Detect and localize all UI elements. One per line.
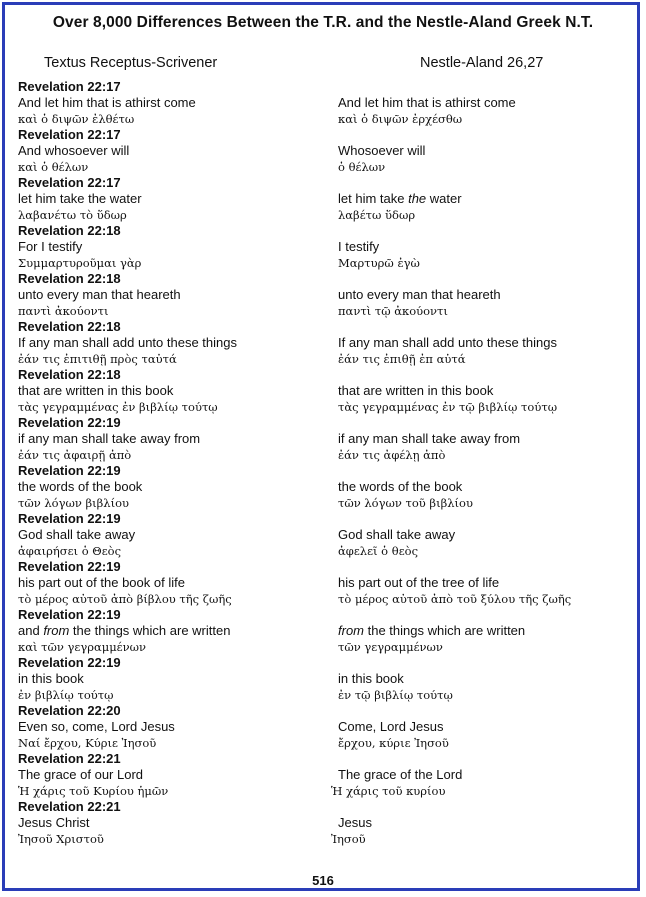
verse-entry xyxy=(0,751,646,799)
tr-english xyxy=(18,239,82,255)
tr-english xyxy=(18,479,142,495)
verse-entry xyxy=(0,367,646,415)
na-greek: καὶ ὁ διψῶν ἐρχέσθω xyxy=(338,112,463,126)
na-english xyxy=(338,815,372,831)
verse-reference: Revelation 22:19 xyxy=(18,559,121,574)
verse-reference: Revelation 22:17 xyxy=(18,175,121,190)
tr-english xyxy=(18,815,90,831)
tr-english xyxy=(18,767,143,783)
verse-reference: Revelation 22:19 xyxy=(18,415,121,430)
na-english xyxy=(338,191,462,207)
tr-greek: τὸ μέρος αὐτοῦ ἀπὸ βίβλου τῆς ζωῆς xyxy=(18,592,232,606)
na-greek: ὁ θέλων xyxy=(338,160,386,174)
text-run: and xyxy=(18,623,44,638)
verse-entry xyxy=(0,319,646,367)
na-english xyxy=(338,671,404,687)
tr-greek: καὶ ὁ διψῶν ἐλθέτω xyxy=(18,112,135,126)
verse-reference: Revelation 22:18 xyxy=(18,319,121,334)
verse-entry xyxy=(0,175,646,223)
verse-reference: Revelation 22:20 xyxy=(18,703,121,718)
na-greek: τὸ μέρος αὐτοῦ ἀπὸ τοῦ ξύλου τῆς ζωῆς xyxy=(338,592,572,606)
text-run: God shall take away xyxy=(338,527,456,542)
page-title: Over 8,000 Differences Between the T.R. and the Nestle-Aland Greek N.T. xyxy=(52,14,594,31)
verse-reference: Revelation 22:18 xyxy=(18,223,121,238)
verse-entry xyxy=(0,415,646,463)
verse-entry xyxy=(0,223,646,271)
na-greek: τῶν λόγων τοῦ βιβλίου xyxy=(338,496,473,510)
verse-reference: Revelation 22:21 xyxy=(18,751,121,766)
tr-greek: καὶ τῶν γεγραμμένων xyxy=(18,640,146,654)
na-english xyxy=(338,479,462,495)
na-english xyxy=(338,287,501,303)
text-run: the things which are written xyxy=(364,623,526,638)
na-english xyxy=(338,95,516,111)
tr-english xyxy=(18,335,237,351)
tr-greek: ἀφαιρήσει ὁ Θεὸς xyxy=(18,544,122,558)
text-run: unto every man that heareth xyxy=(18,287,181,302)
na-greek: ἐν τῷ βιβλίῳ τούτῳ xyxy=(338,688,453,702)
na-greek: παντὶ τῷ ἀκούοντι xyxy=(338,304,448,318)
text-run: Even so, come, Lord Jesus xyxy=(18,719,175,734)
verse-entry xyxy=(0,511,646,559)
na-greek: ἔρχου, κύριε Ἰησοῦ xyxy=(338,736,449,750)
tr-greek: τὰς γεγραμμένας ἐν βιβλίῳ τούτῳ xyxy=(18,400,218,414)
tr-english xyxy=(18,143,129,159)
verse-reference: Revelation 22:19 xyxy=(18,607,121,622)
verse-entry xyxy=(0,79,646,127)
verse-reference: Revelation 22:19 xyxy=(18,655,121,670)
text-run: in this book xyxy=(18,671,84,686)
text-run: God shall take away xyxy=(18,527,136,542)
page-number: 516 xyxy=(312,873,334,888)
text-run: And let him that is athirst come xyxy=(338,95,516,110)
verse-entry xyxy=(0,703,646,751)
column-header-textus-receptus: Textus Receptus-Scrivener xyxy=(44,55,218,71)
tr-english xyxy=(18,383,173,399)
na-english xyxy=(338,527,455,543)
comparison-list xyxy=(0,79,646,847)
tr-english xyxy=(18,431,200,447)
na-greek: Μαρτυρῶ ἐγὼ xyxy=(338,256,420,270)
tr-greek: ἐάν τις ἀφαιρῇ ἀπὸ xyxy=(18,448,132,462)
tr-greek: Ἰησοῦ Χριστοῦ xyxy=(18,832,104,846)
text-run: If any man shall add unto these things xyxy=(18,335,237,350)
tr-english xyxy=(18,719,175,735)
text-run: let him take the water xyxy=(18,191,142,206)
verse-entry xyxy=(0,655,646,703)
na-english xyxy=(338,767,462,783)
text-run: Whosoever will xyxy=(338,143,426,158)
verse-reference: Revelation 22:18 xyxy=(18,367,121,382)
na-english xyxy=(338,143,425,159)
verse-reference: Revelation 22:19 xyxy=(18,463,121,478)
verse-reference: Revelation 22:19 xyxy=(18,511,121,526)
tr-english xyxy=(18,623,230,639)
na-english xyxy=(338,239,379,255)
verse-entry xyxy=(0,127,646,175)
text-run: unto every man that heareth xyxy=(338,287,501,302)
text-run: the words of the book xyxy=(338,479,463,494)
text-run: water xyxy=(426,191,462,206)
column-header-nestle-aland: Nestle-Aland 26,27 xyxy=(420,55,544,71)
text-run: that are written in this book xyxy=(18,383,174,398)
tr-english xyxy=(18,671,84,687)
text-run: The grace of the Lord xyxy=(338,767,463,782)
italic-word: from xyxy=(43,623,70,638)
na-greek: τῶν γεγραμμένων xyxy=(338,640,443,654)
text-run: The grace of our Lord xyxy=(18,767,144,782)
italic-word: from xyxy=(338,623,364,638)
text-run: Come, Lord Jesus xyxy=(338,719,444,734)
na-english xyxy=(338,623,525,639)
tr-greek: Ναί ἔρχου, Κύριε Ἰησοῦ xyxy=(18,736,157,750)
na-greek: τὰς γεγραμμένας ἐν τῷ βιβλίῳ τούτῳ xyxy=(338,400,558,414)
text-run: If any man shall add unto these things xyxy=(338,335,557,350)
verse-entry xyxy=(0,463,646,511)
text-run: Jesus Christ xyxy=(18,815,90,830)
text-run: And let him that is athirst come xyxy=(18,95,196,110)
tr-english xyxy=(18,191,142,207)
text-run: the words of the book xyxy=(18,479,143,494)
tr-english xyxy=(18,527,135,543)
text-run: For I testify xyxy=(18,239,83,254)
na-english xyxy=(338,335,557,351)
tr-greek: παντὶ ἀκούοντι xyxy=(18,304,109,318)
verse-entry xyxy=(0,559,646,607)
text-run: in this book xyxy=(338,671,404,686)
italic-word: the xyxy=(408,191,427,206)
na-greek: ἐάν τις ἀφέλῃ ἀπὸ xyxy=(338,448,446,462)
na-english xyxy=(338,383,493,399)
na-greek: Ἡ χάρις τοῦ κυρίου xyxy=(331,784,446,798)
text-run: if any man shall take away from xyxy=(338,431,521,446)
tr-greek: λαβανέτω τὸ ὕδωρ xyxy=(18,208,127,222)
na-english xyxy=(338,719,444,735)
verse-entry xyxy=(0,799,646,847)
na-english xyxy=(338,575,499,591)
text-run: his part out of the book of life xyxy=(18,575,185,590)
text-run: the things which are written xyxy=(69,623,231,638)
text-run: that are written in this book xyxy=(338,383,494,398)
tr-english xyxy=(18,95,196,111)
tr-english xyxy=(18,287,181,303)
verse-reference: Revelation 22:17 xyxy=(18,127,121,142)
na-greek: ἐάν τις ἐπιθῇ ἐπ αὐτά xyxy=(338,352,466,366)
verse-entry xyxy=(0,271,646,319)
text-run: Jesus xyxy=(338,815,372,830)
tr-greek: καὶ ὁ θέλων xyxy=(18,160,89,174)
tr-greek: Συμμαρτυροῦμαι γὰρ xyxy=(18,256,142,270)
verse-entry xyxy=(0,607,646,655)
text-run: I testify xyxy=(338,239,380,254)
na-english xyxy=(338,431,520,447)
tr-greek: τῶν λόγων βιβλίου xyxy=(18,496,130,510)
tr-greek: ἐν βιβλίῳ τούτῳ xyxy=(18,688,114,702)
na-greek: Ἰησοῦ xyxy=(331,832,366,846)
tr-english xyxy=(18,575,185,591)
verse-reference: Revelation 22:18 xyxy=(18,271,121,286)
text-run: let him take xyxy=(338,191,409,206)
na-greek: ἀφελεῖ ὁ θεὸς xyxy=(338,544,419,558)
na-greek: λαβέτω ὕδωρ xyxy=(338,208,416,222)
text-run: And whosoever will xyxy=(18,143,130,158)
tr-greek: ἐάν τις ἐπιτιθῇ πρὸς ταὐτά xyxy=(18,352,177,366)
verse-reference: Revelation 22:17 xyxy=(18,79,121,94)
verse-reference: Revelation 22:21 xyxy=(18,799,121,814)
text-run: if any man shall take away from xyxy=(18,431,201,446)
tr-greek: Ἡ χάρις τοῦ Κυρίου ἡμῶν xyxy=(18,784,169,798)
text-run: his part out of the tree of life xyxy=(338,575,500,590)
